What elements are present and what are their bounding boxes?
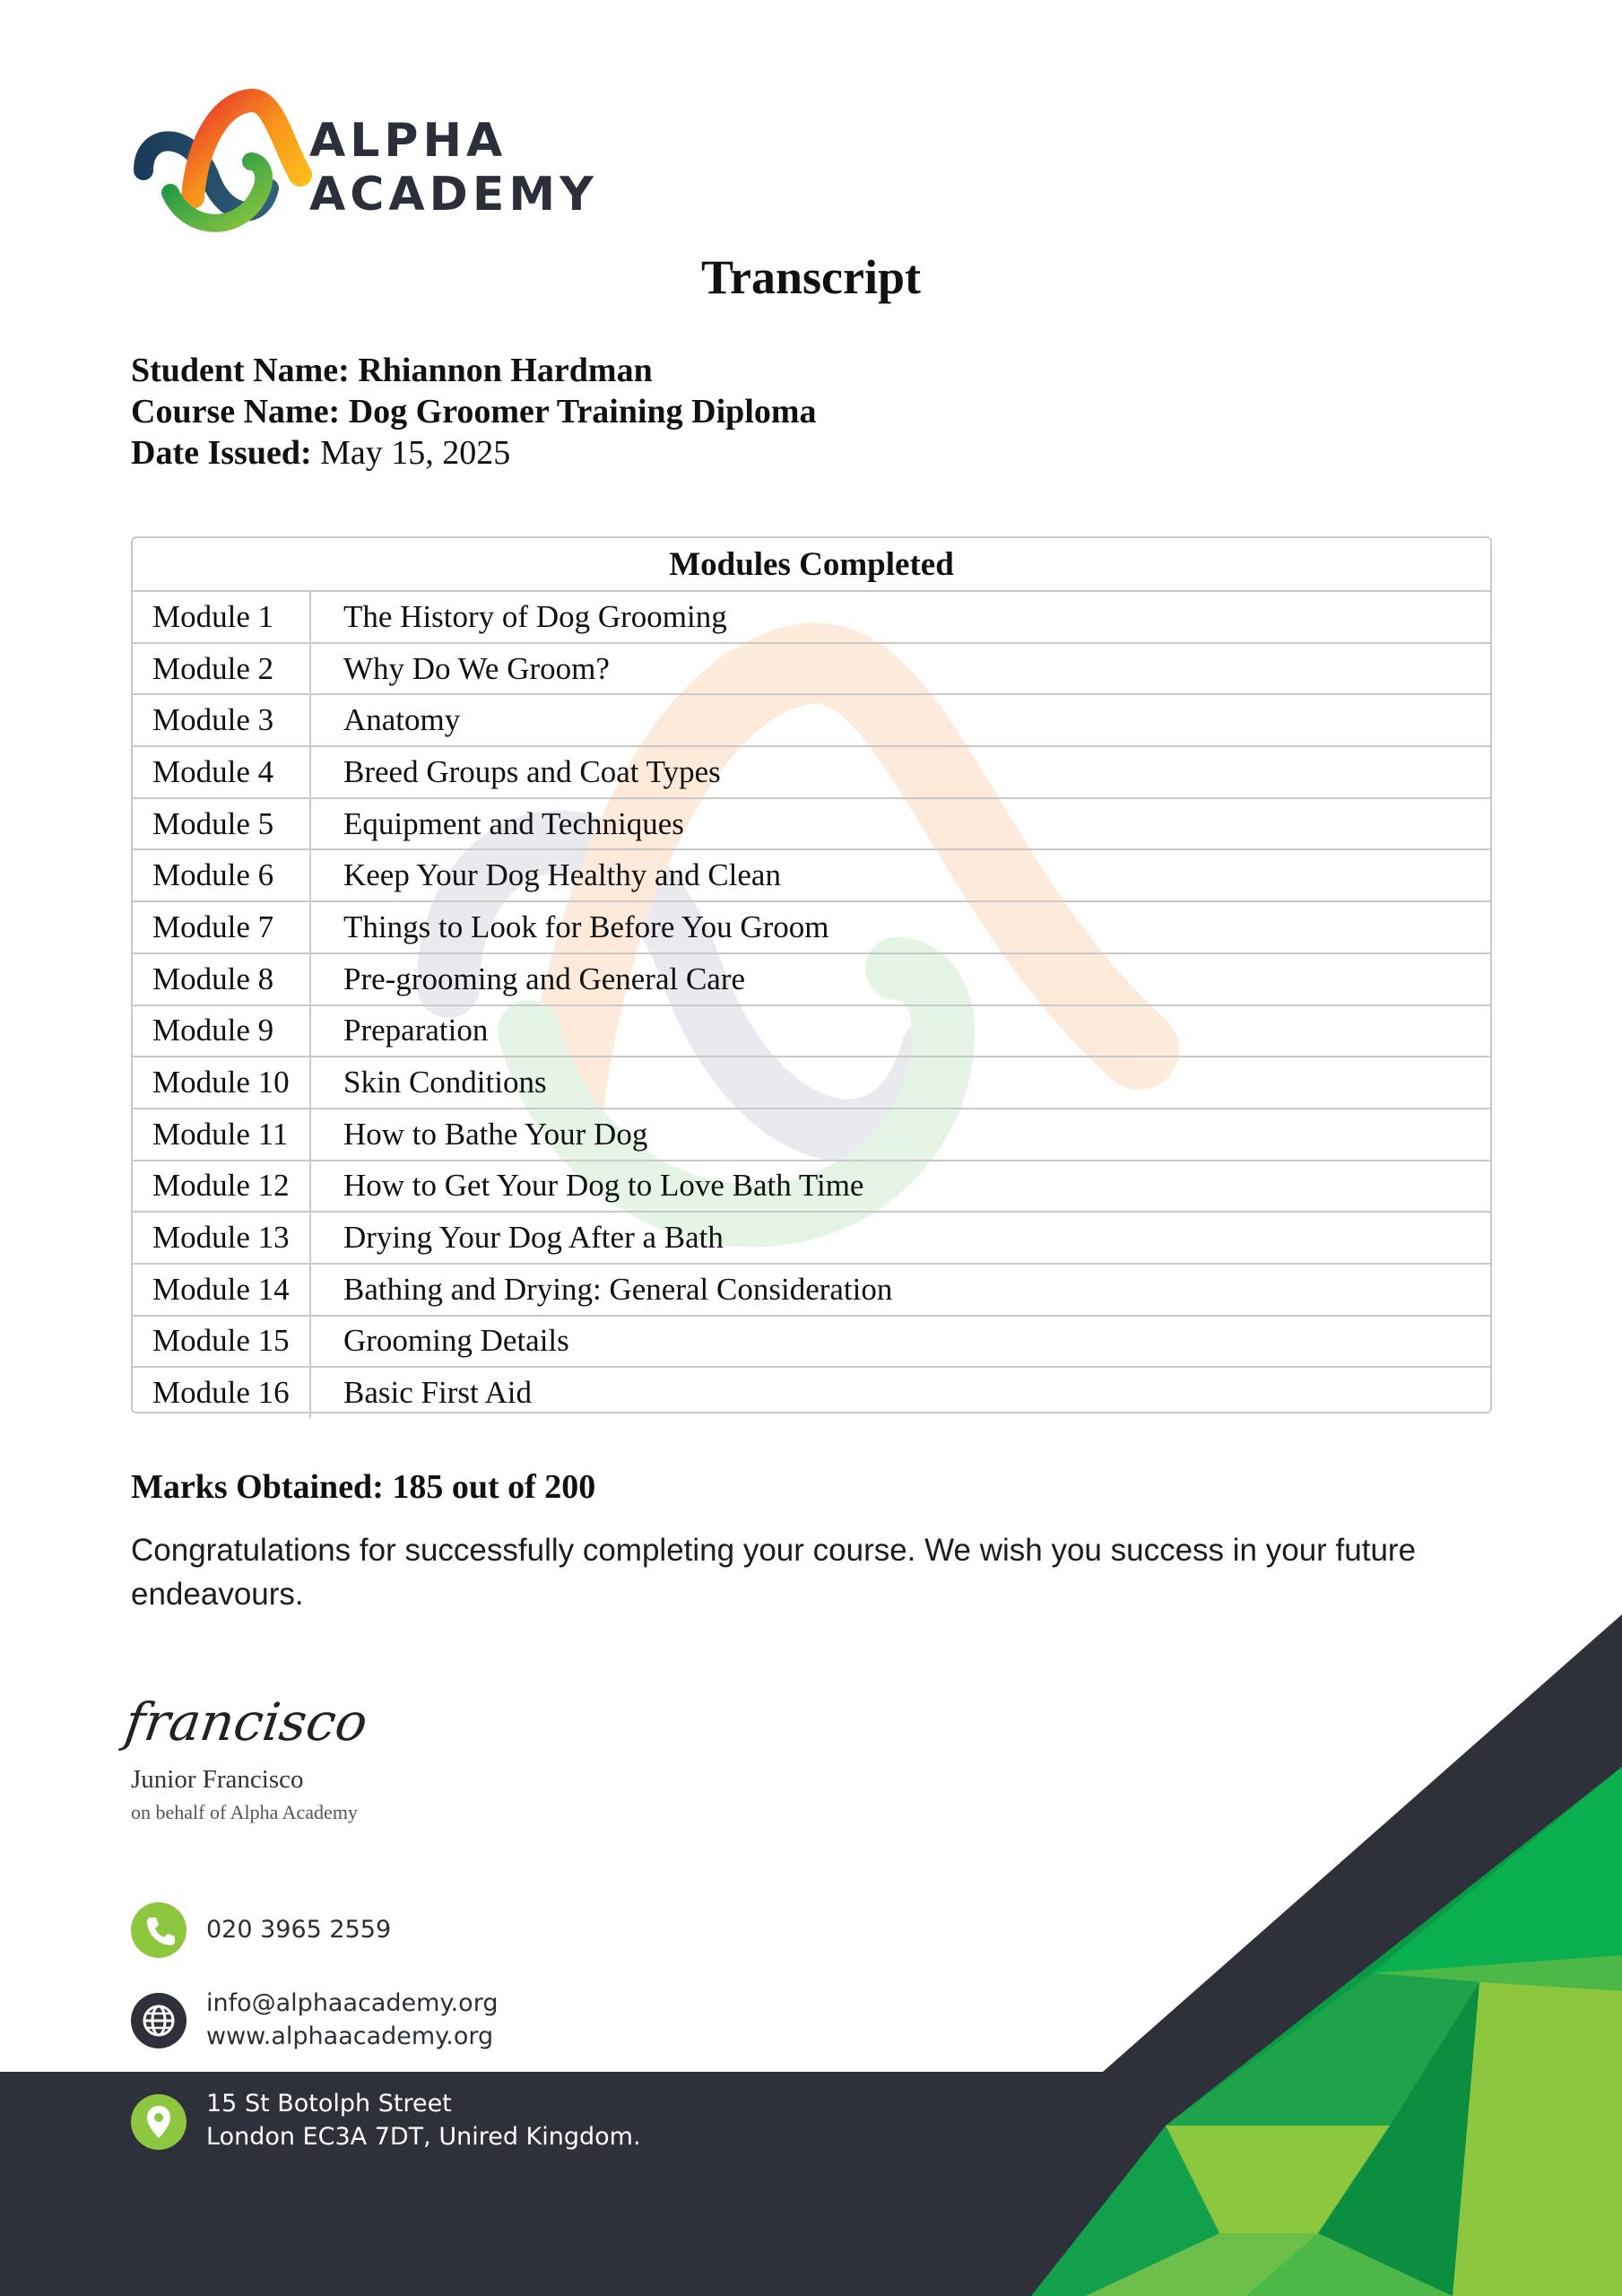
table-row: [133, 849, 1490, 901]
logo-text-line1: ALPHA: [309, 114, 507, 168]
table-row: [133, 694, 1490, 746]
modules-table: [131, 536, 1492, 1413]
course-name-line: [131, 391, 817, 432]
module-name: How to Bathe Your Dog: [310, 1109, 1490, 1161]
module-number: Module 2: [133, 643, 310, 695]
table-row: [133, 643, 1490, 695]
logo-text-line2: ACADEMY: [309, 168, 598, 222]
globe-icon: [131, 1993, 186, 2048]
congratulations-message: Congratulations for successfully completing your course. We wish you success in your future endeavours.: [131, 1533, 1417, 1612]
module-number: Module 15: [133, 1316, 310, 1368]
student-name-line: [131, 350, 653, 391]
module-number: Module 13: [133, 1212, 310, 1264]
table-row: [133, 1264, 1490, 1316]
module-number: Module 12: [133, 1161, 310, 1213]
module-number: Module 8: [133, 953, 310, 1005]
module-name: Bathing and Drying: General Consideration: [310, 1264, 1490, 1316]
module-number: Module 14: [133, 1264, 310, 1316]
module-number: Module 1: [133, 591, 310, 643]
signer-on-behalf: on behalf of Alpha Academy: [131, 1801, 358, 1823]
table-row: [133, 1316, 1490, 1368]
module-name: Pre-grooming and General Care: [310, 953, 1490, 1005]
table-row: [133, 591, 1490, 643]
course-name-value: Dog Groomer Training Diploma: [348, 393, 817, 430]
module-name: Preparation: [310, 1005, 1490, 1057]
phone-icon: [131, 1902, 186, 1958]
alpha-academy-logo: [126, 90, 598, 238]
module-name: Why Do We Groom?: [310, 643, 1490, 695]
module-number: Module 10: [133, 1057, 310, 1109]
modules-table-header: Modules Completed: [133, 538, 1490, 591]
student-name-label: Student Name:: [131, 352, 350, 389]
contact-website[interactable]: www.alphaacademy.org: [206, 2022, 494, 2050]
marks-obtained: Marks Obtained: 185 out of 200: [131, 1468, 596, 1506]
table-row: [133, 901, 1490, 953]
logo-mark-icon: [126, 90, 305, 238]
contact-email[interactable]: info@alphaacademy.org: [206, 1989, 499, 2017]
address-line2: London EC3A 7DT, Unired Kingdom.: [206, 2123, 641, 2151]
date-issued-label: Date Issued:: [131, 434, 312, 472]
module-name: Basic First Aid: [343, 1375, 533, 1411]
module-number: Module 6: [133, 849, 310, 901]
module-name: Keep Your Dog Healthy and Clean: [310, 849, 1490, 901]
module-number: Module 3: [133, 694, 310, 746]
contact-web-block: [206, 1987, 498, 2053]
module-number: Module 16: [133, 1367, 310, 1418]
module-name: Things to Look for Before You Groom: [310, 901, 1490, 953]
student-name-value: Rhiannon Hardman: [358, 352, 653, 389]
module-name: Grooming Details: [310, 1316, 1490, 1368]
svg-text:francisco: francisco: [121, 1692, 372, 1752]
date-issued-value: May 15, 2025: [320, 434, 511, 472]
address-line1: 15 St Botolph Street: [206, 2090, 452, 2118]
module-number: Module 11: [133, 1109, 310, 1161]
module-number: Module 9: [133, 1005, 310, 1057]
module-name: Anatomy: [310, 694, 1490, 746]
table-row: [133, 798, 1490, 850]
module-name: Breed Groups and Coat Types: [310, 746, 1490, 798]
table-row: [133, 1109, 1490, 1161]
module-number: Module 7: [133, 901, 310, 953]
table-row: [133, 1005, 1490, 1057]
module-name: Drying Your Dog After a Bath: [310, 1212, 1490, 1264]
table-row: [133, 1057, 1490, 1109]
date-issued-line: [131, 432, 510, 474]
table-row: [133, 953, 1490, 1005]
table-row: [133, 1212, 1490, 1264]
table-row: [133, 1161, 1490, 1213]
table-row: [133, 746, 1490, 798]
module-name: How to Get Your Dog to Love Bath Time: [310, 1161, 1490, 1213]
location-pin-icon: [131, 2094, 186, 2150]
module-name: Equipment and Techniques: [310, 798, 1490, 850]
module-number: Module 5: [133, 798, 310, 850]
module-name: Skin Conditions: [310, 1057, 1490, 1109]
table-row: [133, 1367, 1490, 1418]
contact-address: [206, 2087, 641, 2153]
course-name-label: Course Name:: [131, 393, 341, 430]
page-title: Transcript: [701, 250, 921, 304]
module-number: Module 4: [133, 746, 310, 798]
handwritten-signature: [121, 1684, 372, 1765]
signer-name: Junior Francisco: [131, 1765, 304, 1794]
contact-phone: 020 3965 2559: [206, 1916, 392, 1944]
module-name: The History of Dog Grooming: [310, 591, 1490, 643]
